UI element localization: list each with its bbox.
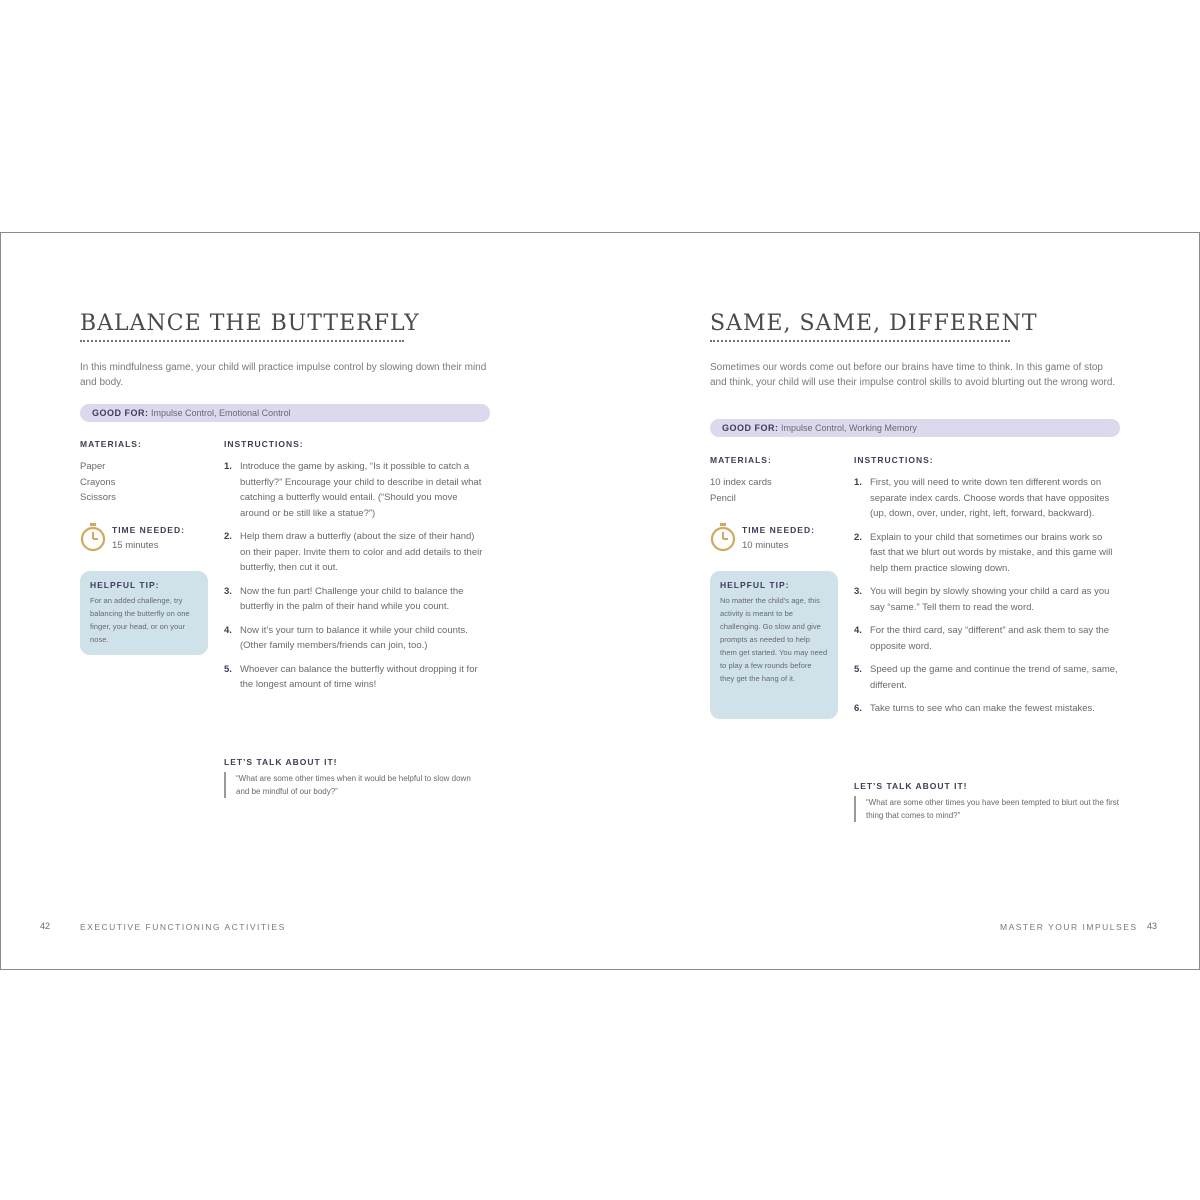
step-text: Take turns to see who can make the fewest mistakes. (870, 703, 1095, 714)
step-number: 1. (854, 477, 862, 488)
material-item: Paper (80, 461, 106, 472)
material-item: Scissors (80, 492, 116, 503)
step-number: 2. (854, 531, 862, 543)
instruction-step (224, 623, 486, 654)
stopwatch-icon (710, 522, 736, 552)
instruction-step (854, 530, 1120, 577)
step-text: Now it’s your turn to balance it while your child counts. (Other family members/friends can join, too.) (240, 624, 468, 651)
materials-label: MATERIALS: (80, 439, 142, 449)
helpful-tip-title: HELPFUL TIP: (720, 580, 790, 590)
step-text: First, you will need to write down ten different words on separate index cards. Choose words that have opposites (up, down, over, under, right, left, forward, backward). (870, 477, 1110, 519)
title-divider (80, 340, 404, 342)
helpful-tip-text: No matter the child’s age, this activity is meant to be challenging. Go slow and give prompts as needed to help them get started. You may need to play a few rounds before they get the hang of it. (720, 596, 828, 683)
instruction-step (224, 584, 486, 615)
materials-label: MATERIALS: (710, 455, 772, 465)
time-needed-label: TIME NEEDED: (742, 525, 815, 535)
instruction-step (854, 662, 1120, 693)
good-for-value: Impulse Control, Emotional Control (151, 408, 291, 418)
material-item: Pencil (710, 492, 736, 504)
good-for-label: GOOD FOR: (722, 423, 779, 433)
step-number: 1. (224, 461, 232, 472)
step-number: 5. (854, 664, 862, 675)
instruction-step (854, 701, 1120, 717)
lets-talk-label: LET’S TALK ABOUT IT! (224, 757, 338, 767)
step-number: 6. (854, 703, 862, 714)
intro-text: Sometimes our words come out before our brains have time to think. In this game of stop and think, your child will use their impulse control skills to avoid blurting out the wrong word. (710, 362, 1116, 388)
helpful-tip-box (710, 571, 838, 719)
step-text: Help them draw a butterfly (about the size of their hand) on their paper. Invite them to color and add details to their butterfly, then cut it out. (240, 531, 483, 573)
instructions-label: INSTRUCTIONS: (854, 455, 934, 465)
step-number: 4. (224, 624, 232, 636)
step-text: Whoever can balance the butterfly without dropping it for the longest amount of time wins! (240, 663, 478, 690)
lets-talk-label: LET’S TALK ABOUT IT! (854, 781, 968, 791)
stopwatch-icon (80, 522, 106, 552)
instruction-step (224, 662, 486, 693)
discussion-quote: “What are some other times you have been tempted to blurt out the first thing that comes to mind?” (854, 796, 1120, 822)
discussion-quote: “What are some other times when it would be helpful to slow down and be mindful of our body?” (224, 772, 486, 798)
step-text: Explain to your child that sometimes our brains work so fast that we blurt out words by mistake, and this game will help them practice slowing down. (870, 531, 1113, 574)
instruction-step (224, 529, 486, 576)
helpful-tip-box (80, 571, 208, 655)
instruction-step (224, 459, 486, 521)
right-page-number: 43 (1147, 921, 1158, 931)
title-divider (710, 340, 1010, 342)
step-number: 3. (224, 585, 232, 597)
instructions-label: INSTRUCTIONS: (224, 439, 304, 449)
instructions-list (854, 475, 1120, 717)
step-text: Introduce the game by asking, “Is it possible to catch a butterfly?” Encourage your child to describe in detail what catching a butterfly would entail. (“Should you move around or be still like a statue?”) (240, 461, 482, 519)
instructions-list (224, 459, 486, 693)
helpful-tip-text: For an added challenge, try balancing the butterfly on one finger, your head, or on your nose. (90, 596, 190, 644)
step-text: Now the fun part! Challenge your child to balance the butterfly in the palm of their hand while you count. (240, 585, 464, 612)
step-text: You will begin by slowly showing your child a card as you say “same.” Tell them to read the word. (870, 586, 1110, 613)
page-title: BALANCE THE BUTTERFLY (80, 311, 420, 336)
page-title: SAME, SAME, DIFFERENT (710, 311, 1038, 336)
left-running-head: EXECUTIVE FUNCTIONING ACTIVITIES (80, 922, 286, 932)
instruction-step (854, 584, 1120, 615)
time-needed-value: 15 minutes (112, 540, 159, 551)
good-for-banner (80, 404, 490, 422)
time-needed-value: 10 minutes (742, 540, 789, 551)
good-for-label: GOOD FOR: (92, 408, 149, 418)
good-for-value: Impulse Control, Working Memory (781, 423, 917, 433)
step-text: For the third card, say “different” and ask them to say the opposite word. (870, 625, 1110, 652)
intro-text: In this mindfulness game, your child will practice impulse control by slowing down their mind and body. (80, 362, 487, 388)
material-item: Crayons (80, 476, 116, 488)
step-text: Speed up the game and continue the trend of same, same, different. (870, 664, 1118, 691)
right-running-head: MASTER YOUR IMPULSES (1000, 922, 1138, 932)
step-number: 3. (854, 586, 862, 597)
step-number: 4. (854, 625, 862, 636)
step-number: 5. (224, 663, 232, 675)
instruction-step (854, 623, 1120, 654)
left-page-number: 42 (40, 921, 51, 931)
instruction-step (854, 475, 1120, 522)
good-for-banner (710, 419, 1120, 437)
material-item: 10 index cards (710, 477, 772, 488)
time-needed-label: TIME NEEDED: (112, 525, 185, 535)
helpful-tip-title: HELPFUL TIP: (90, 580, 160, 590)
materials-list (710, 475, 772, 506)
materials-list (80, 459, 116, 506)
step-number: 2. (224, 531, 232, 542)
